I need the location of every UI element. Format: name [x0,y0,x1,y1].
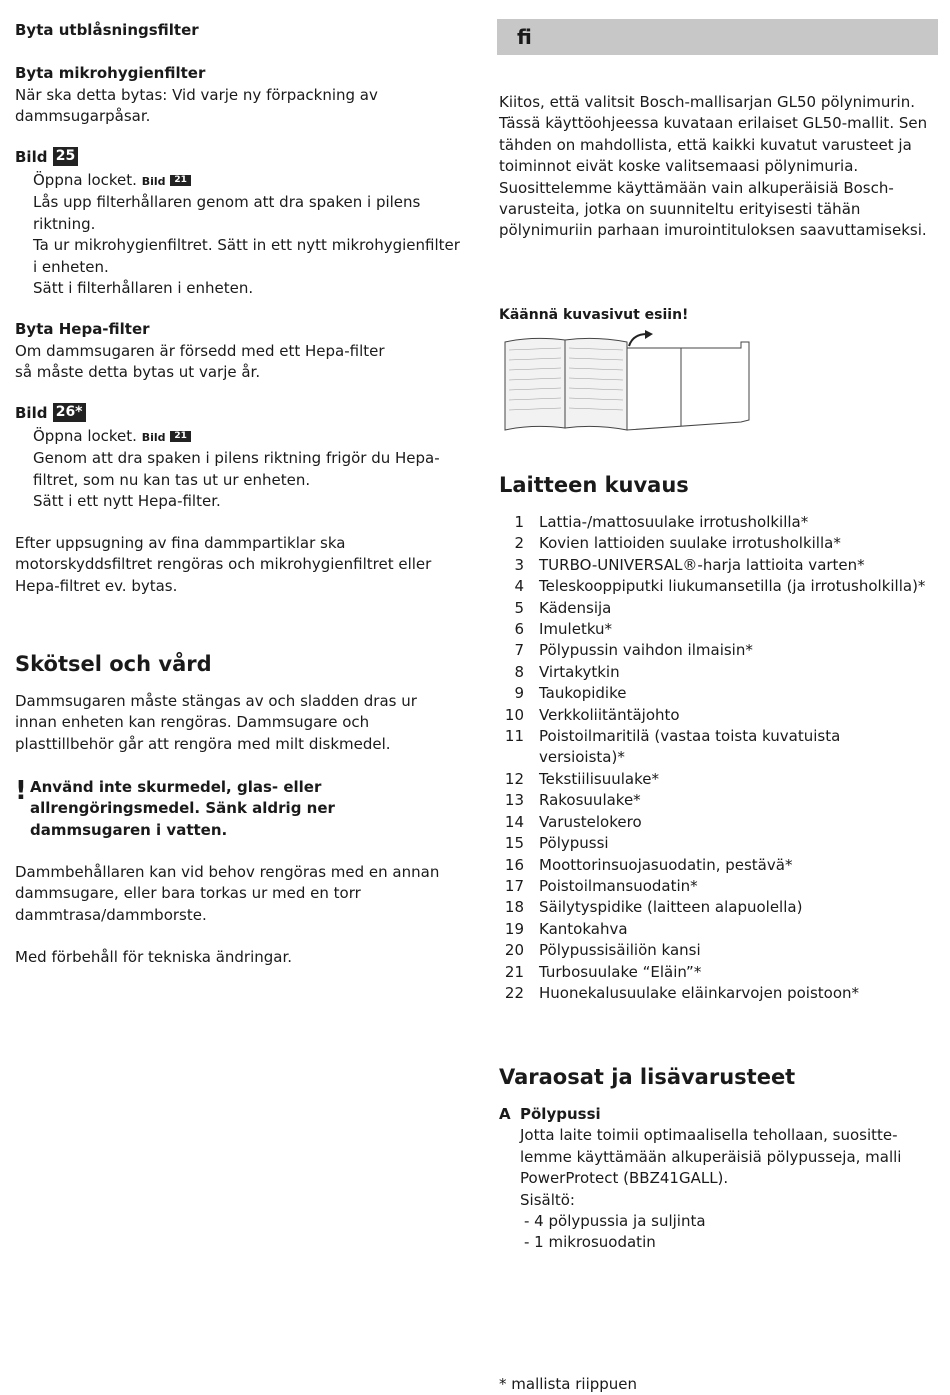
part-label: Poistoilmaritilä (vastaa toista kuvatuista versioista)* [539,727,841,767]
step-unlock-holder: Lås upp filterhållaren genom att dra spaken i pilens riktning. [33,193,421,233]
step-open-lid [33,170,463,192]
language-code: fi [517,25,532,49]
part-number: 19 [504,919,524,938]
part-label: Teleskooppiputki liukumansetilla (ja irrotusholkilla)* [539,577,926,596]
spare-a-content-2: - 1 mikrosuodatin [524,1233,656,1252]
mini-figure-badge-21: 21 [170,175,191,186]
parts-list-item [503,919,928,940]
part-label: Kovien lattioiden suulake irrotusholkilla* [539,534,841,553]
warning-icon: ! [15,776,27,806]
part-number: 5 [514,598,524,617]
part-number: 3 [514,555,524,574]
parts-list-item [503,533,928,554]
parts-list-item [503,790,928,811]
spare-a-contents-label: Sisältö: [520,1190,575,1209]
part-number: 22 [504,983,524,1002]
container-text: Dammbehållaren kan vid behov rengöras med en annan dammsugare, eller bara torkas ur med en torr dammtrasa/dammborste. [15,863,440,924]
parts-list-item [503,512,928,533]
device-heading: Laitteen kuvaus [499,473,689,497]
part-number: 15 [504,834,524,853]
part-label: Pölypussisäiliön kansi [539,941,701,960]
part-number: 14 [504,812,524,831]
part-number: 4 [514,577,524,596]
steps-25 [15,170,463,299]
parts-list-item [503,619,928,640]
part-label: Taukopidike [539,684,627,703]
spare-a-content-1: - 4 pölypussia ja suljinta [524,1212,706,1231]
step-release-hepa: Genom att dra spaken i pilens riktning frigör du Hepa-filtret, som nu kan tas ut ur enheten. [33,449,440,489]
part-number: 13 [504,791,524,810]
microhygiene-heading: Byta mikrohygienfilter [15,64,206,82]
hepa-text: Om dammsugaren är försedd med ett Hepa-filter så måste detta bytas ut varje år. [15,342,385,382]
part-number: 2 [514,534,524,553]
figure-badge-26: 26* [53,403,86,422]
parts-list-item [503,897,928,918]
part-number: 8 [514,662,524,681]
fold-out-label: Käännä kuvasivut esiin! [499,307,689,323]
part-number: 11 [504,727,524,746]
after-text: Efter uppsugning av fina dammpartiklar ska motorskyddsfiltret rengöras och mikrohygienfiltret eller Hepa-filtret ev. bytas. [15,534,432,595]
footnote: * mallista riippuen [499,1375,638,1393]
parts-list-item [503,555,928,576]
part-label: Varustelokero [539,812,642,831]
part-label: Virtakytkin [539,662,620,681]
step-open-lid-text: Öppna locket. [33,171,137,189]
part-label: Rakosuulake* [539,791,641,810]
parts-list-item [503,812,928,833]
part-label: Poistoilmansuodatin* [539,876,698,895]
language-bar [497,19,938,55]
part-label: Turbosuulake “Eläin”* [539,962,702,981]
step-insert-hepa: Sätt i ett nytt Hepa-filter. [33,492,221,511]
step-replace-microfilter: Ta ur mikrohygienfiltret. Sätt in ett nytt mikrohygienfilter i enheten. [33,236,460,276]
part-number: 17 [504,876,524,895]
part-number: 20 [504,941,524,960]
part-number: 21 [504,962,524,981]
hepa-heading: Byta Hepa-filter [15,320,150,338]
parts-list-item [503,876,928,897]
spare-a-text: Jotta laite toimii optimaalisella tehollaan, suositte-lemme käyttämään alkuperäisiä pölypusseja, malli PowerProtect (BBZ41GALL). [520,1126,902,1188]
parts-list-item [503,855,928,876]
mini-figure-badge-21: 21 [170,431,191,442]
figure-badge-25: 25 [53,147,78,166]
step-open-lid [33,426,463,448]
part-number: 9 [514,684,524,703]
spare-a-letter: A [499,1105,511,1123]
part-label: Imuletku* [539,620,613,639]
part-label: Kantokahva [539,919,628,938]
mini-bild-label: Bild [141,175,166,188]
warning-text: Använd inte skurmedel, glas- eller allrengöringsmedel. Sänk aldrig ner dammsugaren i vatten. [30,778,335,839]
part-label: Moottorinsuojasuodatin, pestävä* [539,855,793,874]
care-heading: Skötsel och vård [15,652,212,676]
parts-list-item [503,683,928,704]
parts-list-item [503,983,928,1004]
part-label: Pölypussin vaihdon ilmaisin* [539,641,753,660]
fold-out-illustration [503,330,755,436]
part-number: 12 [504,769,524,788]
spare-a-title: Pölypussi [520,1105,601,1123]
parts-list-item [503,662,928,683]
step-open-lid-text: Öppna locket. [33,427,137,445]
parts-list-item [503,705,928,726]
parts-list-item [503,769,928,790]
microhygiene-text: När ska detta bytas: Vid varje ny förpackning av dammsugarpåsar. [15,86,378,126]
bild-label: Bild [15,148,48,166]
part-number: 10 [504,705,524,724]
parts-list-item [503,833,928,854]
part-number: 6 [514,620,524,639]
part-label: Tekstiilisuulake* [539,769,659,788]
part-number: 18 [504,898,524,917]
parts-list-item [503,726,928,769]
figure-ref-26 [15,403,86,424]
part-label: Säilytyspidike (laitteen alapuolella) [539,898,803,917]
part-label: Pölypussi [539,834,609,853]
parts-list-item [503,640,928,661]
bild-label: Bild [15,404,48,422]
part-label: Lattia-/mattosuulake irrotusholkilla* [539,513,809,531]
part-number: 1 [514,513,524,531]
warning-note [15,777,460,841]
spare-item-a [499,1104,945,1254]
intro-text: Kiitos, että valitsit Bosch-mallisarjan GL50 pölynimurin. Tässä käyttöohjeessa kuvataan erilaiset GL50-mallit. Sen tähden on mahdollista, että kaikki kuvatut varusteet ja toiminnot eivät koske valitsemaasi pölynimuria. Suosittelemme käyttämään vain alkuperäisiä Bosch-varusteita, jotka on suunniteltu erityisesti tähän pölynimuriin parhaan imurointituloksen saavuttamiseksi. [499,93,928,240]
figure-ref-25 [15,147,78,168]
mini-bild-label: Bild [141,431,166,444]
parts-list-item [503,598,928,619]
step-insert-holder: Sätt i filterhållaren i enheten. [33,279,254,298]
steps-26 [15,426,463,513]
parts-list [503,512,928,1004]
part-label: Verkkoliitäntäjohto [539,705,680,724]
parts-list-item [503,962,928,983]
part-number: 16 [504,855,524,874]
spares-heading: Varaosat ja lisävarusteet [499,1065,796,1089]
part-label: TURBO-UNIVERSAL®-harja lattioita varten* [539,555,865,574]
reservation-text: Med förbehåll för tekniska ändringar. [15,948,293,966]
exhaust-filter-heading: Byta utblåsningsfilter [15,21,199,39]
parts-list-item [503,940,928,961]
part-label: Huonekalusuulake eläinkarvojen poistoon* [539,983,860,1002]
part-number: 7 [514,641,524,660]
part-label: Kädensija [539,598,612,617]
parts-list-item [503,576,928,597]
care-text: Dammsugaren måste stängas av och sladden dras ur innan enheten kan rengöras. Dammsugare och plasttillbehör går att rengöra med milt diskmedel. [15,692,417,753]
